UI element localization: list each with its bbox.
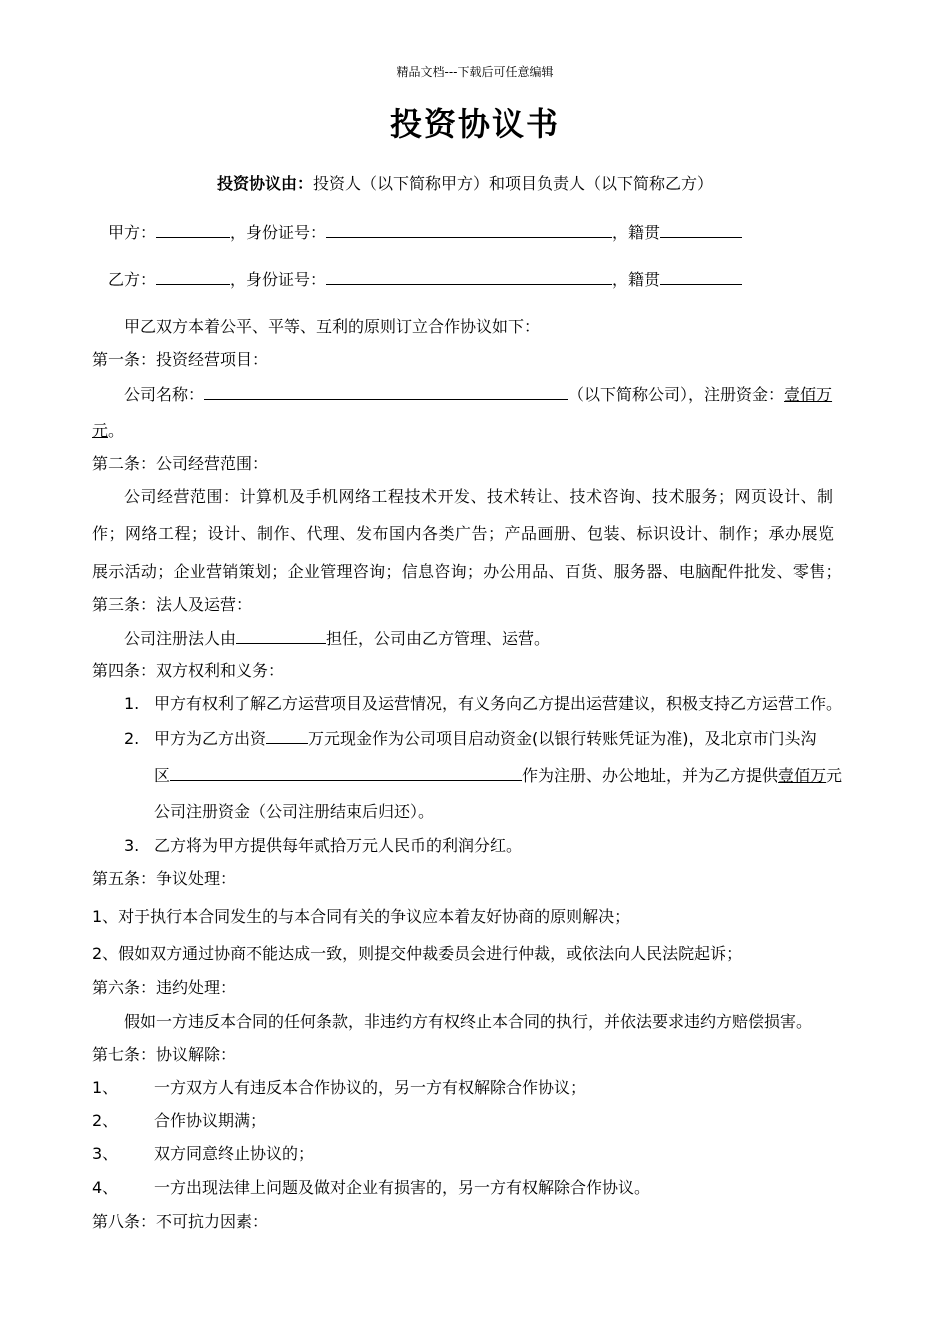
item-text: 甲方为乙方出资 <box>154 729 267 748</box>
article-6-text: 假如一方违反本合同的任何条款，非违约方有权终止本合同的执行，并依法要求违约方赔偿损害。 <box>124 1012 813 1031</box>
article-4-item-1 <box>124 694 842 714</box>
item-text: 乙方将为甲方提供每年贰拾万元人民币的利润分红。 <box>154 836 523 855</box>
company-mid-text: （以下简称公司），注册资金： <box>568 385 785 404</box>
article-4-item-3 <box>124 836 522 856</box>
item-text: 甲方有权利了解乙方运营项目及运营情况，有义务向乙方提出运营建议，积极支持乙方运营工作。 <box>154 694 843 713</box>
article-7-item <box>92 1178 650 1198</box>
item-text: 区 <box>154 766 171 785</box>
item-number: 1. <box>124 694 140 713</box>
company-name-blank <box>204 384 568 400</box>
document-title: 投资协议书 <box>389 105 560 143</box>
item-text: 作为注册、办公地址，并为乙方提供 <box>522 766 779 785</box>
article-2-heading: 第二条：公司经营范围： <box>92 454 269 473</box>
item-text: 一方双方人有违反本合作协议的，另一方有权解除合作协议； <box>154 1078 587 1097</box>
party-a-origin-blank <box>660 222 742 238</box>
article-5-item-1: 1、对于执行本合同发生的与本合同有关的争议应本着友好协商的原则解决； <box>92 907 631 926</box>
article-3-text <box>124 628 550 649</box>
article-1-company-line <box>124 384 832 405</box>
party-b-name-blank <box>156 269 230 285</box>
legal-rep-blank <box>236 628 326 644</box>
intro-text: 投资人（以下简称甲方）和项目负责人（以下简称乙方） <box>313 174 714 193</box>
item-text: 双方同意终止协议的； <box>154 1144 315 1163</box>
item-text: 万元现金作为公司项目启动资金(以银行转账凭证为准)，及北京市门头沟 <box>308 729 817 748</box>
business-scope-line-2: 作；网络工程；设计、制作、代理、发布国内各类广告；产品画册、包装、标识设计、制作；承办展览 <box>92 524 835 543</box>
investment-amount-blank <box>266 728 308 744</box>
article-4-item-2 <box>124 728 817 749</box>
company-label: 公司名称： <box>124 385 205 404</box>
article-1-end: 。 <box>108 421 125 440</box>
party-b-line <box>108 269 742 290</box>
article-8-heading: 第八条：不可抗力因素： <box>92 1212 269 1231</box>
party-b-label: 乙方： <box>108 270 157 289</box>
article-5-heading: 第五条：争议处理： <box>92 869 237 888</box>
party-a-id-label: ，身份证号： <box>230 223 327 242</box>
business-scope-line-3: 展示活动；企业营销策划；企业管理咨询；信息咨询；办公用品、百货、服务器、电脑配件批发、零售； <box>92 562 842 581</box>
item-number: 1、 <box>92 1078 119 1097</box>
item-number: 3、 <box>92 1144 119 1163</box>
item-text: 合作协议期满； <box>154 1111 267 1130</box>
article-7-heading: 第七条：协议解除： <box>92 1045 237 1064</box>
article-6-heading: 第六条：违约处理： <box>92 978 237 997</box>
party-b-id-label: ，身份证号： <box>230 270 327 289</box>
registered-capital-amount: 壹佰万 <box>784 385 833 404</box>
party-a-line <box>108 222 742 243</box>
capital-amount: 壹佰万 <box>778 766 827 785</box>
article-4-heading: 第四条：双方权利和义务： <box>92 661 285 680</box>
article-7-item <box>92 1111 266 1131</box>
party-a-label: 甲方： <box>108 223 157 242</box>
document-header: 精品文档---下载后可任意编辑 <box>396 65 554 79</box>
article-7-item <box>92 1078 586 1098</box>
party-a-name-blank <box>156 222 230 238</box>
item-number: 3. <box>124 836 140 855</box>
article-7-item <box>92 1144 314 1164</box>
legal-rep-pre: 公司注册法人由 <box>124 629 237 648</box>
article-4-item-2-end: 公司注册资金（公司注册结束后归还）。 <box>154 802 435 821</box>
article-4-item-2-cont <box>154 765 842 786</box>
article-3-heading: 第三条：法人及运营： <box>92 595 253 614</box>
legal-rep-post: 担任，公司由乙方管理、运营。 <box>326 629 551 648</box>
article-1-heading: 第一条：投资经营项目： <box>92 350 269 369</box>
item-text: 元 <box>826 766 843 785</box>
article-1-capital-cont <box>92 421 124 441</box>
party-b-origin-label: ，籍贯 <box>612 270 661 289</box>
preamble: 甲乙双方本着公平、平等、互利的原则订立合作协议如下： <box>124 317 541 336</box>
party-b-origin-blank <box>660 269 742 285</box>
party-a-id-blank <box>326 222 612 238</box>
registered-capital-unit: 元 <box>92 421 109 440</box>
item-number: 2、 <box>92 1111 119 1130</box>
intro-label: 投资协议由： <box>217 174 314 193</box>
intro-line <box>217 174 713 194</box>
item-number: 4、 <box>92 1178 119 1197</box>
item-text: 一方出现法律上问题及做对企业有损害的，另一方有权解除合作协议。 <box>154 1178 651 1197</box>
address-blank <box>170 765 522 781</box>
party-a-origin-label: ，籍贯 <box>612 223 661 242</box>
article-5-item-2: 2、假如双方通过协商不能达成一致，则提交仲裁委员会进行仲裁，或依法向人民法院起诉； <box>92 944 743 963</box>
party-b-id-blank <box>326 269 612 285</box>
business-scope-line-1: 公司经营范围：计算机及手机网络工程技术开发、技术转让、技术咨询、技术服务；网页设计、制 <box>124 487 834 506</box>
item-number: 2. <box>124 729 140 748</box>
